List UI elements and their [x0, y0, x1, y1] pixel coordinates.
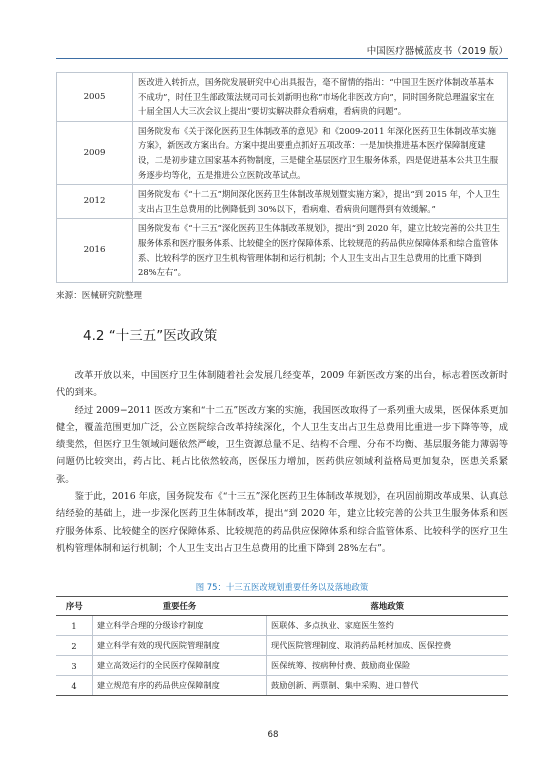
row-number: 4 [56, 676, 93, 696]
section-title: 4.2 “十三五”医改政策 [83, 328, 218, 344]
timeline-text: 医改进入转折点，国务院发展研究中心出具报告，毫不留情的指出：“中国卫生医疗体制改革基本不成功”，时任卫生部政策法规司司长刘新明也称“市场化非医改方向”，同时国务院总理温家宝在十届全国人大三次会议上提出“要切实解决群众看病难，看病贵的问题”。 [133, 73, 508, 122]
paragraph: 经过 2009−2011 医改方案和“十二五”医改方案的实施，我国医改取得了一系列重大成果，医保体系更加健全，覆盖范围更加广泛，公立医院综合改革持续深化，个人卫生支出占卫生总费用比重进一步下降等等，成绩斐然，但医疗卫生领域问题依然严峻，卫生资源总量不足、结构不合理、分布不均衡、基层服务能力薄弱等问题仍比较突出，药占比、耗占比依然较高，医保压力增加，医药供应领域利益格局更加复杂，医患关系紧张。 [56, 404, 508, 485]
timeline-row [57, 121, 508, 184]
row-number: 2 [56, 636, 93, 656]
key-tasks-table [56, 596, 508, 696]
timeline-year: 2012 [57, 185, 133, 219]
col-header-task: 重要任务 [93, 597, 267, 616]
row-task: 建立高效运行的全民医疗保障制度 [93, 656, 267, 676]
timeline-text: 国务院发布《“十二五”期间深化医药卫生体制改革规划暨实施方案》，提出“到 2015 年，个人卫生支出占卫生总费用的比例降低到 30%以下，看病难、看病贵问题得到有效缓解。” [133, 185, 508, 219]
timeline-row [57, 219, 508, 282]
paragraph: 鉴于此，2016 年底，国务院发布《“十三五”深化医药卫生体制改革规划》，在巩固前期改革成果、认真总结经验的基础上，进一步深化医药卫生体制改革，提出“到 2020 年，建立比较完善的公共卫生服务体系和医疗服务体系、比较健全的医疗保障体系、比较规范的药品供应保障体系和综合监管体系、比较科学的医疗卫生机构管理体制和运行机制；个人卫生支出占卫生总费用的比重下降到 28%左右”。 [56, 491, 508, 554]
col-header-policy: 落地政策 [267, 597, 509, 616]
header-rule [56, 58, 508, 59]
row-policy: 鼓励创新、两票制、集中采购、进口替代 [267, 676, 509, 696]
timeline-row [57, 185, 508, 219]
timeline-year: 2016 [57, 219, 133, 282]
table-source-note: 来源：医械研究院整理 [56, 291, 142, 301]
row-number: 1 [56, 616, 93, 636]
table-row [56, 656, 508, 676]
timeline-year: 2009 [57, 121, 133, 184]
row-number: 3 [56, 656, 93, 676]
row-task: 建立规范有序的药品供应保障制度 [93, 676, 267, 696]
figure-caption: 图 75：十三五医改规划重要任务以及落地政策 [195, 582, 369, 592]
table-row [56, 636, 508, 656]
timeline-row [57, 73, 508, 122]
row-policy: 现代医院管理制度、取消药品耗材加成、医保控费 [267, 636, 509, 656]
table-row [56, 616, 508, 636]
running-header: 中国医疗器械蓝皮书（2019 版） [366, 46, 508, 57]
page-number: 68 [267, 730, 279, 740]
col-header-number: 序号 [56, 597, 93, 616]
reform-timeline-table [56, 72, 508, 283]
paragraph: 改革开放以来，中国医疗卫生体制随着社会发展几经变革，2009 年新医改方案的出台，标志着医改新时代的到来。 [56, 370, 508, 399]
body-text [56, 367, 508, 557]
row-policy: 医联体、多点执业、家庭医生签约 [267, 616, 509, 636]
table-row [56, 676, 508, 696]
timeline-text: 国务院发布《“十三五”深化医药卫生体制改革规划》，提出“到 2020 年，建立比较完善的公共卫生服务体系和医疗服务体系、比较健全的医疗保障体系、比较规范的药品供应保障体系和综合监管体系、比较科学的医疗卫生机构管理体制和运行机制；个人卫生支出占卫生总费用的比重下降到 28%左右”。 [133, 219, 508, 282]
table-header-row [56, 597, 508, 616]
row-task: 建立科学合理的分级诊疗制度 [93, 616, 267, 636]
timeline-year: 2005 [57, 73, 133, 122]
row-task: 建立科学有效的现代医院管理制度 [93, 636, 267, 656]
timeline-text: 国务院发布《关于深化医药卫生体制改革的意见》和《2009-2011 年深化医药卫生体制改革实施方案》，新医改方案出台。方案中提出要重点抓好五项改革：一是加快推进基本医疗保障制度建设，二是初步建立国家基本药物制度，三是健全基层医疗卫生服务体系，四是促进基本公共卫生服务逐步均等化，五是推进公立医院改革试点。 [133, 121, 508, 184]
row-policy: 医保统筹、按病种付费、鼓励商业保险 [267, 656, 509, 676]
